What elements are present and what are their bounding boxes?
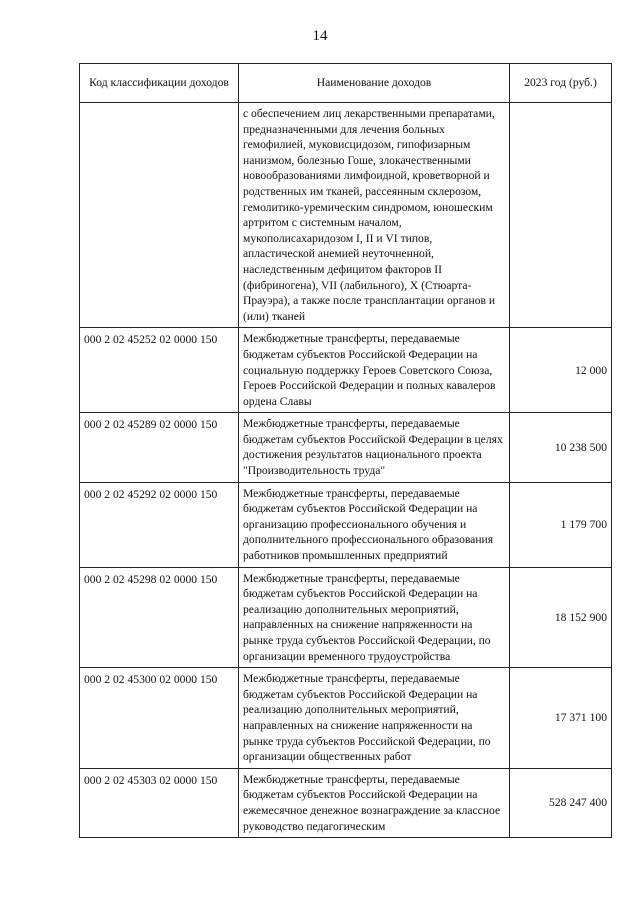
row-amount: 528 247 400 xyxy=(510,768,612,837)
header-row xyxy=(80,64,612,103)
revenue-table xyxy=(79,63,612,838)
row-name: Межбюджетные трансферты, передаваемые бюджетам субъектов Российской Федерации на реализацию дополнительных мероприятий, направленных на снижение напряженности на рынке труда субъектов Российской Федерации, по организации временного трудоустройства xyxy=(239,567,510,668)
row-name: Межбюджетные трансферты, передаваемые бюджетам субъектов Российской Федерации на реализацию дополнительных мероприятий, направленных на снижение напряженности на рынке труда субъектов Российской Федерации, по организации общественных работ xyxy=(239,668,510,769)
table-row xyxy=(80,328,612,413)
table-body xyxy=(80,103,612,838)
table-row xyxy=(80,768,612,837)
table-header xyxy=(80,64,612,103)
header-name: Наименование доходов xyxy=(239,64,510,103)
row-amount: 18 152 900 xyxy=(510,567,612,668)
table-row xyxy=(80,567,612,668)
table-row xyxy=(80,413,612,482)
row-name: с обеспечением лиц лекарственными препаратами, предназначенными для лечения больных гемофилией, муковисцидозом, гипофизарным нанизмом, болезнью Гоше, злокачественными новообразованиями лимфоидной, кроветворной и родственных им тканей, рассеянным склерозом, гемолитико-уремическим синдромом, юношеским артритом с системным началом, мукополисахаридозом I, II и VI типов, апластической анемией неуточненной, наследственным дефицитом факторов II (фибриногена), VII (лабильного), X (Стюарта-Прауэра), а также после трансплантации органов и (или) тканей xyxy=(239,103,510,328)
row-name: Межбюджетные трансферты, передаваемые бюджетам субъектов Российской Федерации в целях достижения результатов национального проекта "Производительность труда" xyxy=(239,413,510,482)
row-amount: 1 179 700 xyxy=(510,482,612,567)
row-amount: 17 371 100 xyxy=(510,668,612,769)
row-name: Межбюджетные трансферты, передаваемые бюджетам субъектов Российской Федерации на ежемесячное денежное вознаграждение за классное руководство педагогическим xyxy=(239,768,510,837)
row-amount: 12 000 xyxy=(510,328,612,413)
row-name: Межбюджетные трансферты, передаваемые бюджетам субъектов Российской Федерации на организацию профессионального обучения и дополнительного профессионального образования работников промышленных предприятий xyxy=(239,482,510,567)
page-number: 14 xyxy=(312,28,328,44)
row-code: 000 2 02 45298 02 0000 150 xyxy=(80,567,239,668)
table-row xyxy=(80,103,612,328)
row-code: 000 2 02 45252 02 0000 150 xyxy=(80,328,239,413)
header-amount: 2023 год (руб.) xyxy=(510,64,612,103)
row-code: 000 2 02 45303 02 0000 150 xyxy=(80,768,239,837)
row-name: Межбюджетные трансферты, передаваемые бюджетам субъектов Российской Федерации на социальную поддержку Героев Советского Союза, Героев Российской Федерации и полных кавалеров ордена Славы xyxy=(239,328,510,413)
header-code: Код классификации доходов xyxy=(80,64,239,103)
row-code: 000 2 02 45292 02 0000 150 xyxy=(80,482,239,567)
row-amount: 10 238 500 xyxy=(510,413,612,482)
row-code xyxy=(80,103,239,328)
row-amount xyxy=(510,103,612,328)
row-code: 000 2 02 45300 02 0000 150 xyxy=(80,668,239,769)
table-row xyxy=(80,668,612,769)
table-row xyxy=(80,482,612,567)
row-code: 000 2 02 45289 02 0000 150 xyxy=(80,413,239,482)
